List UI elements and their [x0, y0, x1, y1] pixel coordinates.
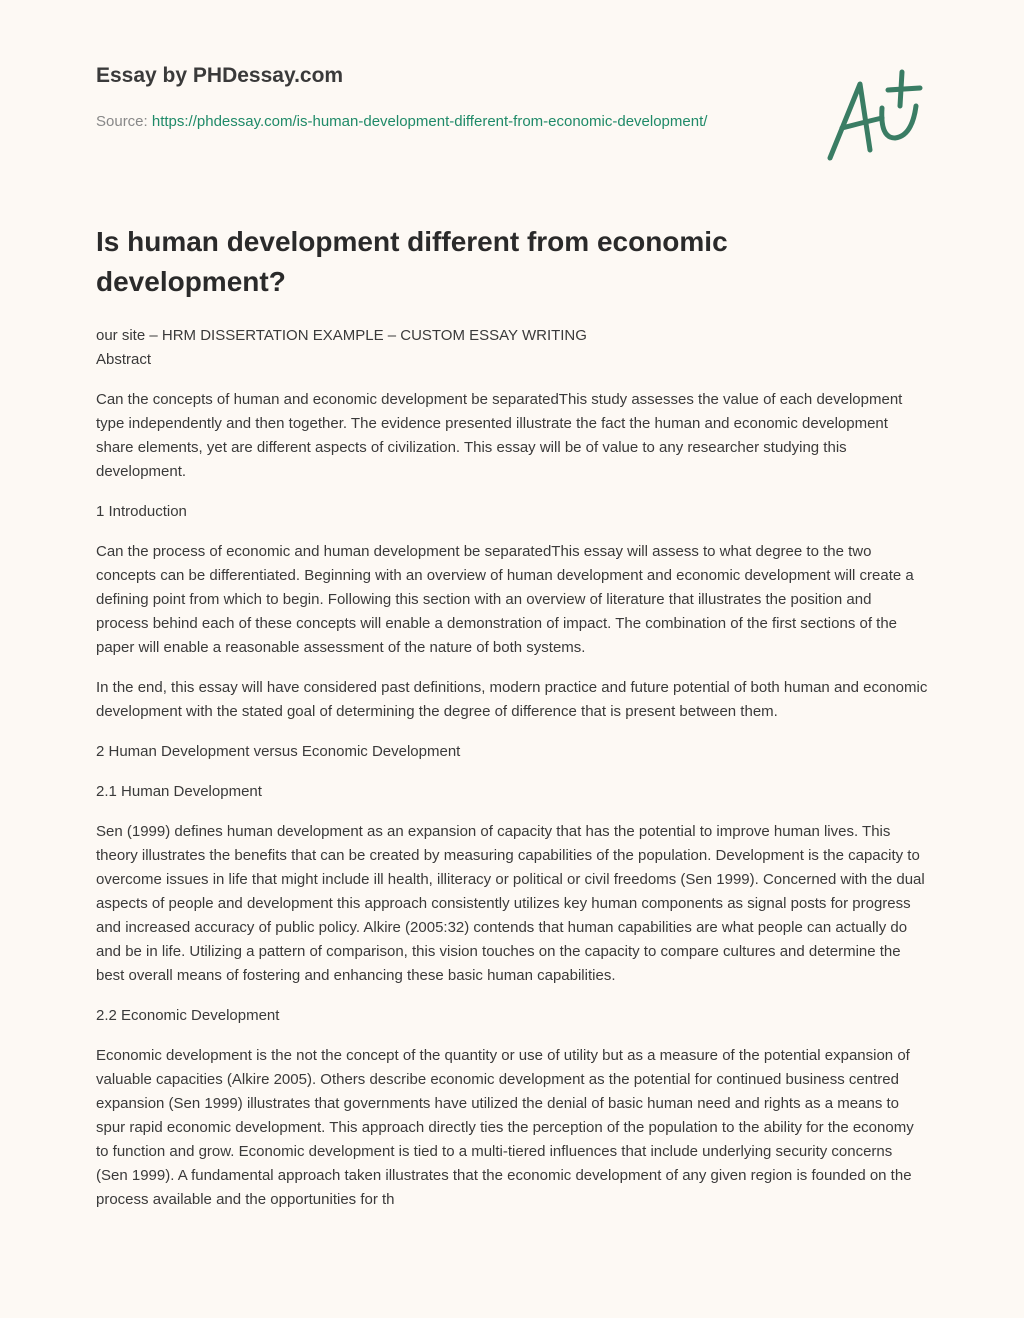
section-heading: 2.1 Human Development	[96, 783, 262, 800]
paragraph: Can the process of economic and human development be separatedThis essay will assess to what degree to the two concepts can be differentiated. Beginning with an overview of human development and economic development will create a defining point from which to begin. Following this section with an overview of literature that illustrates the position and process behind each of these concepts will enable a demonstration of impact. The combination of the first sections of the paper will enable a reasonable assessment of the nature of both systems.	[96, 543, 914, 656]
source-label: Source:	[96, 113, 148, 130]
page-title: Is human development different from economic development?	[96, 226, 728, 297]
source-link[interactable]: https://phdessay.com/is-human-development-different-from-economic-development/	[151, 113, 708, 130]
abstract-heading: Abstract	[96, 351, 152, 368]
essay-body	[96, 324, 928, 1228]
section-heading: 2 Human Development versus Economic Development	[96, 743, 461, 760]
section-heading: 1 Introduction	[96, 503, 187, 520]
source-line	[96, 110, 716, 134]
a-plus-logo-icon	[820, 66, 930, 166]
section-heading: 2.2 Economic Development	[96, 1007, 280, 1024]
abstract-paragraph: Can the concepts of human and economic development be separatedThis study assesses the value of each development type independently and then together. The evidence presented illustrate the fact the human and economic development share elements, yet are different aspects of civilization. This essay will be of value to any researcher studying this development.	[96, 391, 903, 480]
paragraph: Sen (1999) defines human development as an expansion of capacity that has the potential to improve human lives. This theory illustrates the benefits that can be created by measuring capabilities of the population. Development is the capacity to overcome issues in life that might include ill health, illiteracy or political or civil freedoms (Sen 1999). Concerned with the dual aspects of people and development this approach consistently utilizes key human components as signal posts for progress and increased accuracy of public policy. Alkire (2005:32) contends that human capabilities are what people can actually do and be in life. Utilizing a pattern of comparison, this vision touches on the capacity to compare cultures and determine the best overall means of fostering and enhancing these basic human capabilities.	[96, 823, 925, 984]
paragraph: Economic development is the not the concept of the quantity or use of utility but as a measure of the potential expansion of valuable capacities (Alkire 2005). Others describe economic development as the potential for continued business centred expansion (Sen 1999) illustrates that governments have utilized the denial of basic human need and rights as a means to spur rapid economic development. This approach directly ties the perception of the population to the ability for the economy to function and grow. Economic development is tied to a multi-tiered influences that include underlying security concerns (Sen 1999). A fundamental approach taken illustrates that the economic development of any given region is founded on the process available and the opportunities for th	[96, 1047, 914, 1208]
site-brand: Essay by PHDessay.com	[96, 64, 344, 87]
site-line: our site – HRM DISSERTATION EXAMPLE – CUSTOM ESSAY WRITING	[96, 327, 587, 344]
paragraph: In the end, this essay will have considered past definitions, modern practice and future potential of both human and economic development with the stated goal of determining the degree of difference that is present between them.	[96, 679, 928, 720]
